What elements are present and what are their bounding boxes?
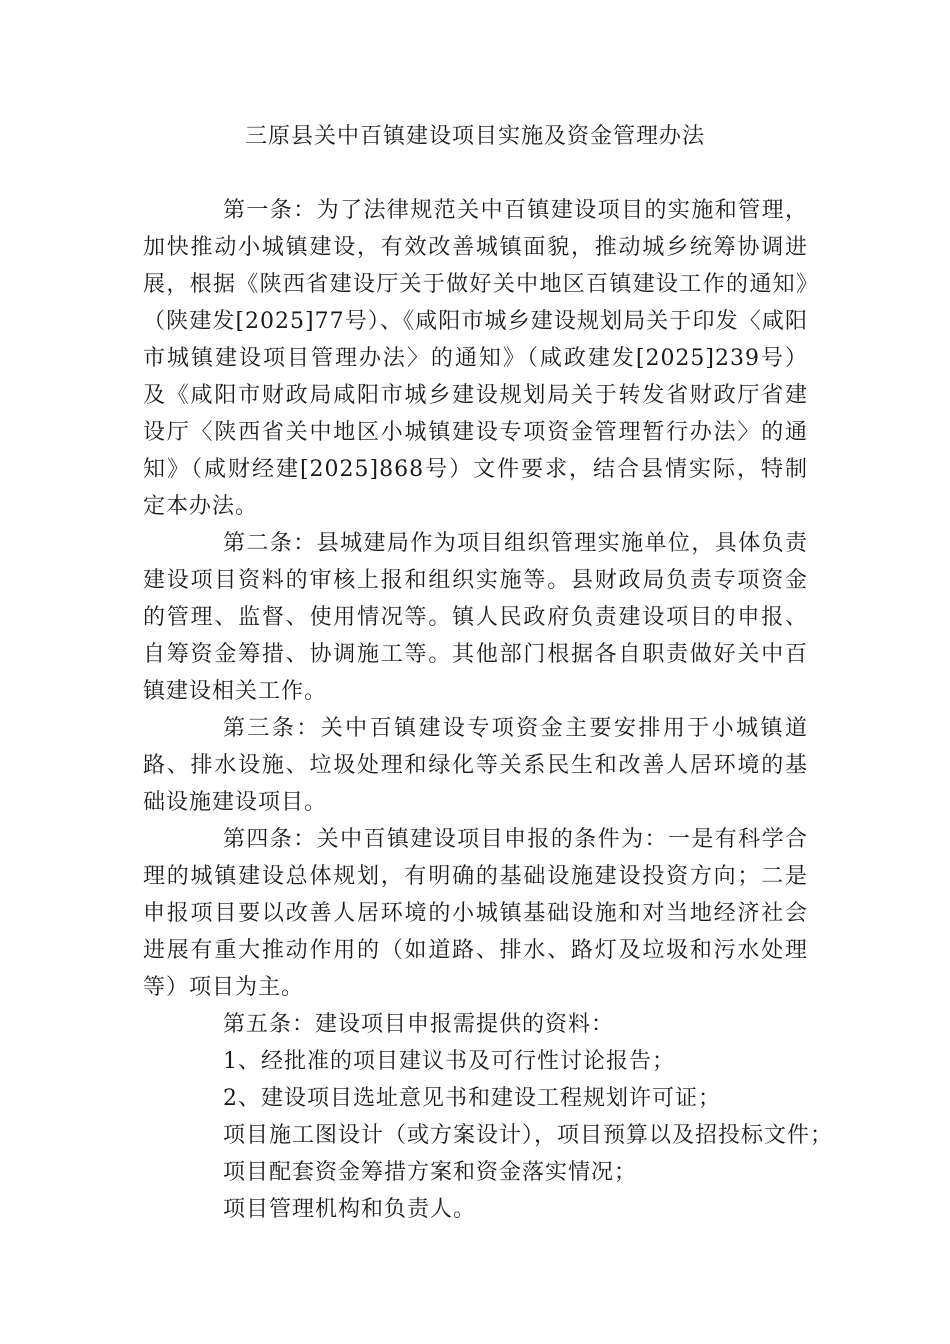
list-item: 项目管理机构和负责人。 <box>223 1197 477 1222</box>
article-5-paragraph: 第五条：建设项目申报需提供的资料： <box>223 1012 615 1037</box>
article-3-paragraph: 第三条：关中百镇建设专项资金主要安排用于小城镇道路、排水设施、垃圾处理和绿化等关系民生和改善人居环境的基础设施建设项目。 <box>143 716 808 815</box>
list-item: 2、建设项目选址意见书和建设工程规划许可证； <box>223 1086 721 1111</box>
article-4-paragraph: 第四条：关中百镇建设项目申报的条件为：一是有科学合理的城镇建设总体规划，有明确的基础设施建设投资方向；二是申报项目要以改善人居环境的小城镇基础设施和对当地经济社会进展有重大推动作用的（如道路、排水、路灯及垃圾和污水处理等）项目为主。 <box>143 827 808 1000</box>
list-item: 项目配套资金筹措方案和资金落实情况； <box>223 1160 638 1185</box>
list-item: 项目施工图设计（或方案设计），项目预算以及招投标文件； <box>223 1123 834 1148</box>
document-body <box>143 192 834 1228</box>
document-title: 三原县关中百镇建设项目实施及资金管理办法 <box>244 124 705 149</box>
article-1-paragraph: 第一条：为了法律规范关中百镇建设项目的实施和管理，加快推动小城镇建设，有效改善城镇面貌，推动城乡统筹协调进展，根据《陕西省建设厅关于做好关中地区百镇建设工作的通知》（陕建发[2025]77号）、《咸阳市城乡建设规划局关于印发〈咸阳市城镇建设项目管理办法〉的通知》（咸政建发[2025]239号）及《咸阳市财政局咸阳市城乡建设规划局关于转发省财政厅省建设厅〈陕西省关中地区小城镇建设专项资金管理暂行办法〉的通知》（咸财经建[2025]868号）文件要求，结合县情实际，特制定本办法。 <box>143 198 808 519</box>
article-2-paragraph: 第二条：县城建局作为项目组织管理实施单位，具体负责建设项目资料的审核上报和组织实施等。县财政局负责专项资金的管理、监督、使用情况等。镇人民政府负责建设项目的申报、自筹资金筹措、协调施工等。其他部门根据各自职责做好关中百镇建设相关工作。 <box>143 531 808 704</box>
list-item: 1、经批准的项目建议书及可行性讨论报告； <box>223 1049 675 1074</box>
